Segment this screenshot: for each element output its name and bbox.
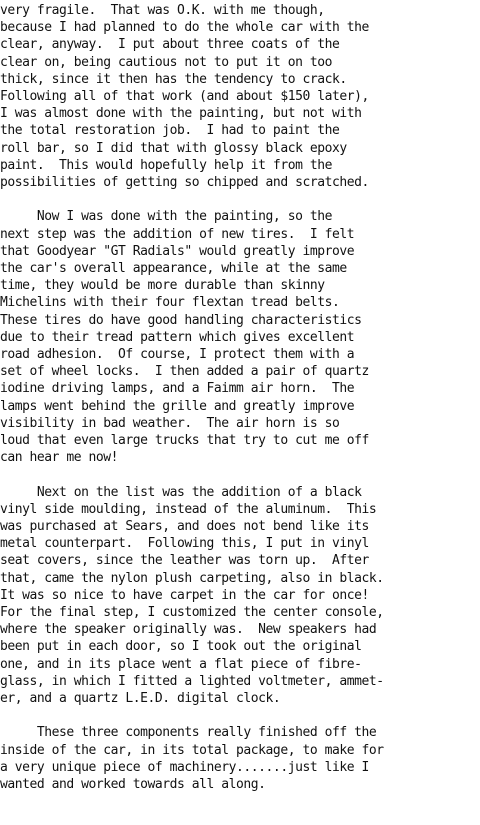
text-line: next step was the addition of new tires. I felt — [0, 226, 355, 242]
text-line: inside of the car, in its total package, to make for — [0, 742, 384, 758]
text-line: iodine driving lamps, and a Faimm air horn. The — [0, 381, 355, 397]
text-line: For the final step, I customized the center console, — [0, 604, 384, 620]
paragraph — [0, 208, 480, 466]
paragraph — [0, 2, 480, 191]
text-line: road adhesion. Of course, I protect them with a — [0, 346, 355, 362]
text-line: where the speaker originally was. New speakers had — [0, 622, 377, 638]
text-line: thick, since it then has the tendency to crack. — [0, 71, 347, 87]
paragraph — [0, 724, 480, 793]
document-body — [0, 2, 480, 793]
text-line: loud that even large trucks that try to cut me off — [0, 432, 369, 448]
text-line: the car's overall appearance, while at the same — [0, 261, 347, 277]
text-line: been put in each door, so I took out the original — [0, 639, 362, 655]
text-line: very fragile. That was O.K. with me though, — [0, 3, 325, 18]
text-line: set of wheel locks. I then added a pair of quartz — [0, 364, 369, 380]
text-line: because I had planned to do the whole car with the — [0, 20, 369, 36]
text-line: paint. This would hopefully help it from the — [0, 157, 332, 173]
text-line: lamps went behind the grille and greatly improve — [0, 398, 355, 414]
text-line: wanted and worked towards all along. — [0, 777, 266, 793]
text-line: It was so nice to have carpet in the car for once! — [0, 587, 369, 603]
text-line: visibility in bad weather. The air horn is so — [0, 415, 340, 431]
text-line: vinyl side moulding, instead of the aluminum. This — [0, 501, 377, 517]
text-line: These tires do have good handling characteristics — [0, 312, 362, 328]
text-line: due to their tread pattern which gives excellent — [0, 329, 355, 345]
text-line: Michelins with their four flextan tread belts. — [0, 295, 340, 311]
text-line: These three components really finished off the — [0, 725, 377, 741]
text-line: possibilities of getting so chipped and scratched. — [0, 174, 369, 190]
text-line: that, came the nylon plush carpeting, also in black. — [0, 570, 384, 586]
text-line: one, and in its place went a flat piece of fibre- — [0, 656, 362, 672]
text-line: seat covers, since the leather was torn up. After — [0, 553, 369, 569]
text-line: that Goodyear "GT Radials" would greatly improve — [0, 243, 355, 259]
text-line: clear, anyway. I put about three coats of the — [0, 37, 340, 53]
text-line: metal counterpart. Following this, I put in vinyl — [0, 536, 369, 552]
text-line: roll bar, so I did that with glossy black epoxy — [0, 140, 347, 156]
text-line: a very unique piece of machinery.......just like I — [0, 759, 369, 775]
text-line: Following all of that work (and about $150 later), — [0, 88, 369, 104]
text-line: glass, in which I fitted a lighted voltmeter, ammet- — [0, 673, 384, 689]
text-line: Now I was done with the painting, so the — [0, 209, 332, 225]
text-line: time, they would be more durable than skinny — [0, 278, 325, 294]
text-line: clear on, being cautious not to put it on too — [0, 54, 332, 70]
text-line: the total restoration job. I had to paint the — [0, 123, 340, 139]
text-line: can hear me now! — [0, 450, 119, 466]
text-line: Next on the list was the addition of a black — [0, 484, 362, 500]
text-line: er, and a quartz L.E.D. digital clock. — [0, 690, 281, 706]
text-line: was purchased at Sears, and does not bend like its — [0, 519, 369, 535]
paragraph — [0, 484, 480, 707]
text-line: I was almost done with the painting, but not with — [0, 106, 362, 122]
